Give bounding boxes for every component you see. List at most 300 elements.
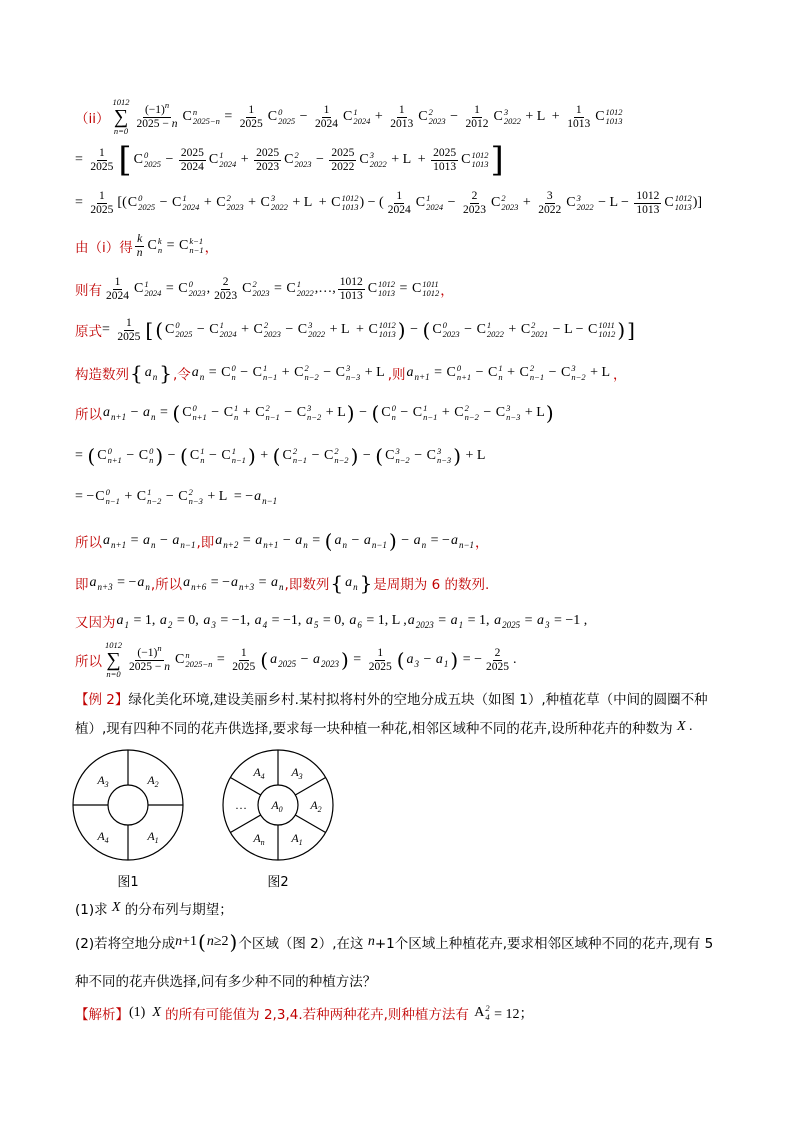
figure-2-divider <box>230 815 260 833</box>
problem-text: 的分布列与期望； <box>120 902 233 918</box>
combination-symbol: C <box>221 448 231 463</box>
subscript: n+1 <box>107 455 122 465</box>
combination-term <box>561 364 586 382</box>
fraction <box>88 190 115 217</box>
script-stack <box>144 151 161 169</box>
subscript: n <box>421 540 427 550</box>
sequence-variable: a <box>89 575 97 590</box>
script-stack <box>263 364 277 382</box>
combination-symbol: C <box>182 405 192 420</box>
math-text: 1 <box>377 646 384 659</box>
script-stack <box>232 447 246 465</box>
sequence-term <box>255 533 278 549</box>
combination-symbol: C <box>297 322 308 337</box>
sequence-term <box>172 533 195 549</box>
math-text: ) − ( <box>359 195 384 210</box>
math-text: − <box>164 448 180 463</box>
solution-line <box>75 436 485 476</box>
math-text: = 1, L , <box>362 613 407 628</box>
summation-symbol: ∑ <box>113 106 129 128</box>
combination-term <box>221 364 236 382</box>
large-bracket: ] <box>490 140 504 180</box>
superscript: 1 <box>423 403 428 413</box>
script-stack <box>501 194 518 212</box>
subscript: 2022 <box>296 288 314 298</box>
math-text: − <box>355 405 371 420</box>
fraction-numerator <box>634 190 661 204</box>
problem-text: (2)若将空地分成 <box>75 936 176 952</box>
superscript: 2 <box>188 487 193 497</box>
subscript: n+1 <box>192 412 207 422</box>
combination-term <box>381 404 396 422</box>
sequence-term <box>407 652 420 668</box>
solution-text: ， <box>475 535 489 551</box>
superscript: 1011 <box>422 279 439 289</box>
fraction-denominator <box>484 661 511 674</box>
superscript: 1 <box>219 150 224 160</box>
math-text: = <box>156 405 172 420</box>
sequence-variable: a <box>295 533 303 548</box>
math-text: = <box>162 281 178 296</box>
large-bracket: [ <box>118 140 132 180</box>
math-text: − <box>281 322 297 337</box>
solution-line <box>75 226 218 266</box>
fraction-denominator <box>536 204 563 217</box>
subscript: 2025 <box>278 116 296 126</box>
script-stack <box>426 194 443 212</box>
subscript: 2025 <box>175 329 193 339</box>
combination-term <box>268 108 295 126</box>
subscript: n <box>353 582 358 592</box>
sequence-variable: a <box>142 533 150 548</box>
solution-text: 所以 <box>75 407 102 423</box>
arrangement-term <box>474 1004 489 1022</box>
script-stack <box>498 364 502 382</box>
combination-term <box>427 447 452 465</box>
problem-text: 绿化美化环境,建设美丽乡村.某村拟将村外的空地分成五块（如图 1）,种植花草（中间的圆圈不种 <box>128 692 708 708</box>
math-text: 3 <box>546 189 553 202</box>
solution-line <box>75 183 702 223</box>
solution-line <box>75 640 517 680</box>
script-stack <box>193 108 220 126</box>
combination-term <box>282 447 307 465</box>
subscript: 2023 <box>226 202 244 212</box>
math-text: , <box>206 281 211 296</box>
bracket: ( <box>272 444 281 468</box>
fraction <box>565 104 592 131</box>
example-figures <box>60 740 360 900</box>
subscript: n+3 <box>97 582 113 592</box>
combination-term <box>128 194 155 212</box>
combination-term <box>178 488 203 506</box>
combination-symbol: C <box>127 195 138 210</box>
combination-symbol: C <box>461 152 471 167</box>
superscript: 1 <box>219 320 224 330</box>
sequence-term <box>143 405 156 421</box>
solution-line <box>75 521 489 561</box>
bracket: ] <box>627 318 635 342</box>
subscript: n <box>391 412 396 422</box>
superscript: k <box>157 236 162 246</box>
script-stack <box>185 651 212 669</box>
combination-term <box>253 364 278 382</box>
superscript: 1 <box>498 363 503 373</box>
script-stack <box>487 321 504 339</box>
fraction <box>484 647 511 674</box>
script-stack <box>219 151 236 169</box>
math-text: 1013 <box>636 203 660 216</box>
sequence-term <box>160 613 173 629</box>
combination-term <box>359 151 386 169</box>
sequence-term <box>364 533 387 549</box>
math-text: = <box>349 652 365 667</box>
solution-text: ,令 <box>172 367 191 383</box>
superscript: 1 <box>353 107 358 117</box>
bracket: ( <box>87 444 96 468</box>
combination-symbol: C <box>367 281 378 296</box>
math-text: − <box>280 405 296 420</box>
combination-term <box>224 404 239 422</box>
math-text: 2024 <box>106 289 129 302</box>
subscript: 2023 <box>252 288 270 298</box>
superscript: 1012 <box>341 193 359 203</box>
summation-lower-limit: n=0 <box>106 669 121 679</box>
bracket: ) <box>346 401 355 425</box>
subscript: 2023 <box>415 620 434 630</box>
bracket: ) <box>247 444 256 468</box>
script-stack <box>189 488 203 506</box>
superscript: 2 <box>529 363 535 373</box>
fraction-denominator <box>329 161 356 174</box>
combination-symbol: C <box>490 195 501 210</box>
fraction-denominator <box>386 204 413 217</box>
math-group <box>144 99 170 117</box>
sequence-term <box>306 613 319 629</box>
subscript: n−1 <box>529 372 545 382</box>
sequence-term <box>183 575 206 591</box>
math-text: + L + <box>521 109 564 124</box>
sequence-term <box>255 613 268 629</box>
figure-1-region-label: $A_2$ <box>147 773 159 789</box>
superscript: 0 <box>149 446 154 456</box>
sequence-variable: a <box>270 652 278 667</box>
solution-text: ,即数列 <box>284 577 330 593</box>
fraction-numerator <box>143 99 171 118</box>
combination-symbol: C <box>487 365 498 380</box>
subscript: 1012 <box>598 329 616 339</box>
math-text: 2 <box>222 275 229 288</box>
math-text: = 0, <box>173 613 203 628</box>
script-stack <box>598 321 615 339</box>
math-text: 1 <box>126 316 132 329</box>
subscript: n <box>152 372 158 382</box>
subscript: n−1 <box>180 540 196 550</box>
combination-term <box>454 404 479 422</box>
subscript: 1 <box>458 620 464 630</box>
sequence-term <box>451 533 474 549</box>
script-stack <box>189 280 206 298</box>
superscript: 1 <box>296 279 301 289</box>
solution-text: ， <box>204 240 219 256</box>
superscript: 2 <box>464 403 469 413</box>
math-text: . <box>513 652 517 667</box>
superscript: 0 <box>231 363 236 373</box>
math-text: = −1, <box>268 613 305 628</box>
analysis-line <box>75 993 533 1033</box>
math-text: = − <box>207 575 231 590</box>
superscript: 3 <box>270 193 276 203</box>
math-variable: X <box>111 900 121 915</box>
math-text: + <box>503 365 519 380</box>
figure-2-caption: 图2 <box>267 875 289 890</box>
script-stack <box>571 364 585 382</box>
script-stack <box>346 364 360 382</box>
math-text: = <box>163 238 179 253</box>
bracket: { <box>330 571 344 595</box>
math-text: − L − <box>549 322 587 337</box>
superscript: 3 <box>571 363 576 373</box>
fraction <box>115 317 142 344</box>
subscript: n−2 <box>571 372 586 382</box>
combination-term <box>331 194 358 212</box>
math-variable: n <box>175 934 183 949</box>
subscript: 2024 <box>426 202 444 212</box>
sequence-term <box>271 575 284 591</box>
subscript: n−1 <box>231 455 246 465</box>
bracket: { <box>130 361 143 385</box>
subscript: 2024 <box>182 202 200 212</box>
math-text: 2025 <box>368 660 392 673</box>
combination-term <box>179 237 204 255</box>
subscript: 2022 <box>576 202 594 212</box>
math-text: − <box>312 152 328 167</box>
superscript: 1 <box>234 403 239 413</box>
subscript: 2024 <box>353 116 371 126</box>
fraction-numerator <box>375 647 385 661</box>
bracket: ) <box>450 648 459 672</box>
fraction <box>461 190 488 217</box>
problem-text: +1个区域上种植花卉,要求相邻区域种不同的花卉,现有 5 <box>374 936 714 952</box>
math-text: 1 <box>396 189 403 202</box>
bracket: ) <box>155 444 164 468</box>
superscript: 3 <box>436 446 442 456</box>
subscript: n−1 <box>105 496 120 506</box>
combination-term <box>297 404 322 422</box>
math-text: = <box>220 109 236 124</box>
subscript: 1013 <box>674 202 692 212</box>
math-text: − <box>446 109 462 124</box>
combination-symbol: C <box>294 365 304 380</box>
superscript: 2 <box>304 363 309 373</box>
figure-2-region-label: $A_4$ <box>253 765 265 781</box>
sequence-variable: a <box>144 365 152 380</box>
script-stack <box>278 108 295 126</box>
bracket: ( <box>371 401 380 425</box>
subscript: n−1 <box>263 372 278 382</box>
math-text: 1 <box>240 646 247 659</box>
math-group <box>137 247 143 260</box>
combination-symbol: C <box>209 322 219 337</box>
combination-term <box>182 404 207 422</box>
combination-symbol: C <box>359 152 369 167</box>
fraction <box>313 104 340 131</box>
math-text: )] <box>692 195 703 210</box>
math-text: . <box>685 719 693 734</box>
math-text: − <box>127 405 142 420</box>
solution-line <box>75 601 587 641</box>
script-stack <box>334 447 348 465</box>
subscript: 2023 <box>501 202 519 212</box>
script-stack <box>378 280 395 298</box>
superscript: 2 <box>485 1003 490 1013</box>
subscript: 2025−n <box>185 659 213 669</box>
math-text: [( <box>117 195 127 210</box>
combination-term <box>183 108 220 126</box>
script-stack <box>271 194 288 212</box>
bracket: ) <box>350 444 359 468</box>
fraction-numerator <box>329 147 356 161</box>
fraction-numerator <box>124 317 134 331</box>
script-stack <box>182 194 199 212</box>
math-text: 2025 <box>90 160 114 173</box>
bracket: ) <box>545 401 554 425</box>
sequence-term <box>407 365 430 381</box>
math-variable: X <box>152 1005 161 1020</box>
math-text: − <box>420 652 435 667</box>
combination-term <box>134 151 161 169</box>
fraction-numerator <box>394 190 404 204</box>
math-text: − <box>444 195 459 210</box>
fraction <box>127 642 172 674</box>
subscript: n−2 <box>304 372 319 382</box>
fraction-numerator <box>545 190 555 204</box>
fraction-denominator <box>431 161 458 174</box>
math-text: = <box>270 281 286 296</box>
math-text: 2022 <box>538 203 562 216</box>
subscript: 2023 <box>442 329 460 339</box>
sequence-term <box>334 533 347 549</box>
sequence-variable: a <box>103 533 110 548</box>
superscript: 3 <box>346 363 351 373</box>
combination-symbol: C <box>286 281 296 296</box>
subscript: n+1 <box>111 540 127 550</box>
script-stack <box>232 364 236 382</box>
superscript: 1 <box>144 279 149 289</box>
script-stack <box>144 280 161 298</box>
fraction-denominator <box>88 161 115 174</box>
superscript: 0 <box>144 150 149 160</box>
math-text: = <box>430 365 446 380</box>
subscript: 2022 <box>270 202 288 212</box>
sequence-variable: a <box>103 405 110 420</box>
combination-term <box>588 321 615 339</box>
fraction-numerator <box>97 190 107 204</box>
script-stack <box>175 321 192 339</box>
math-text: 1 <box>99 146 105 159</box>
sequence-variable: a <box>254 613 262 628</box>
math-text: 2024 <box>180 160 204 173</box>
fraction <box>179 147 206 174</box>
combination-symbol: C <box>446 365 456 380</box>
sequence-variable: a <box>172 533 180 548</box>
bracket: ( <box>198 930 206 954</box>
combination-term <box>494 108 521 126</box>
math-text: ,…, <box>314 281 336 296</box>
math-text: = <box>75 448 87 463</box>
subscript: 2021 <box>531 329 549 339</box>
summation-upper-limit: 1012 <box>112 97 130 107</box>
combination-term <box>254 321 281 339</box>
math-text: = <box>213 652 229 667</box>
combination-symbol: C <box>134 281 144 296</box>
script-stack <box>457 364 471 382</box>
math-text: 1 <box>575 103 582 116</box>
math-variable: X <box>676 719 686 734</box>
fraction <box>329 147 356 174</box>
fraction-denominator <box>313 118 340 131</box>
superscript: 2 <box>501 193 506 203</box>
math-text: = <box>521 613 536 628</box>
math-text: 2024 <box>387 203 411 216</box>
subscript: n−2 <box>334 455 349 465</box>
fraction-denominator <box>461 204 488 217</box>
subscript: 4 <box>262 620 268 630</box>
math-text: = 0, <box>319 613 349 628</box>
combination-term <box>343 108 370 126</box>
math-text: + <box>256 448 272 463</box>
combination-symbol: C <box>664 195 674 210</box>
math-text: − <box>410 448 426 463</box>
fraction-denominator <box>254 161 281 174</box>
subscript: n <box>199 372 205 382</box>
script-stack <box>465 404 479 422</box>
script-stack <box>379 321 396 339</box>
fraction-numerator <box>397 104 407 118</box>
sequence-term <box>451 613 464 629</box>
bracket: ( <box>180 444 188 468</box>
subscript: 2025 <box>144 159 162 169</box>
superscript: 1 <box>200 446 205 456</box>
math-text: + L <box>462 448 486 463</box>
math-text: = − <box>113 575 137 590</box>
combination-symbol: C <box>223 405 234 420</box>
math-text: + <box>237 152 253 167</box>
subscript: 1012 <box>422 288 440 298</box>
combination-term <box>413 404 438 422</box>
solution-text: 即 <box>75 577 89 593</box>
sequence-variable: a <box>349 613 357 628</box>
fraction <box>634 190 661 217</box>
bracket: ) <box>340 648 349 672</box>
sequence-term <box>494 613 520 629</box>
sequence-term <box>215 533 238 549</box>
combination-symbol: C <box>520 322 531 337</box>
figure-2-divider <box>230 778 260 796</box>
subscript: n−2 <box>395 455 410 465</box>
script-stack <box>353 108 370 126</box>
superscript: 3 <box>576 193 581 203</box>
sequence-term <box>537 613 550 629</box>
superscript: 1012 <box>471 150 489 160</box>
combination-symbol: C <box>253 322 263 337</box>
superscript: 2 <box>428 107 433 117</box>
fraction <box>431 147 458 174</box>
fraction-numerator <box>493 647 503 661</box>
superscript: 0 <box>105 487 110 497</box>
sequence-variable: a <box>159 613 167 628</box>
combination-symbol: C <box>133 152 144 167</box>
combination-symbol: C <box>138 448 149 463</box>
